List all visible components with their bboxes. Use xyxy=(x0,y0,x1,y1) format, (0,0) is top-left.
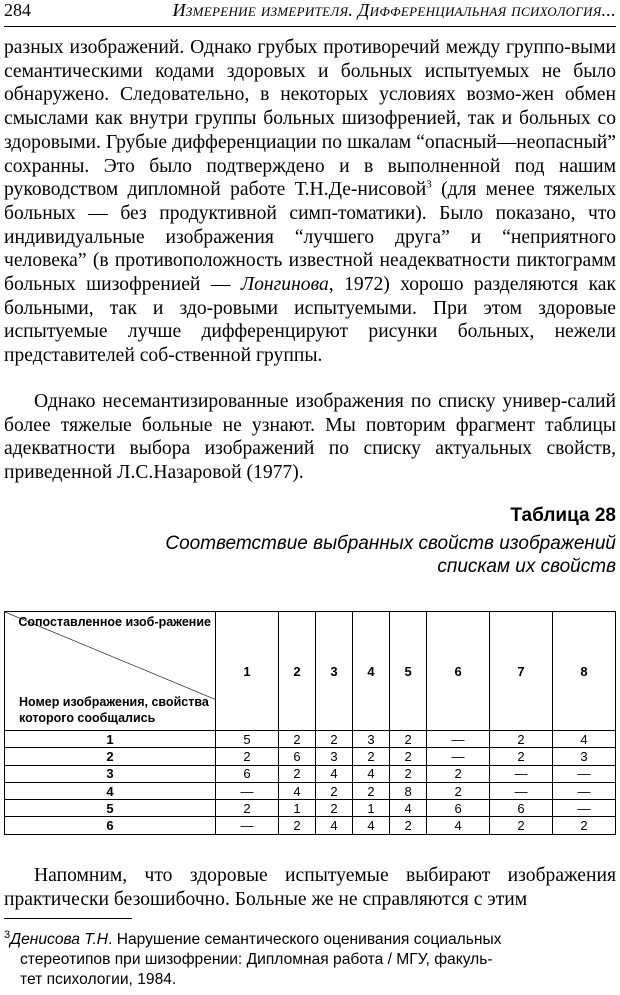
row-label: 2 xyxy=(5,748,216,765)
column-header: 8 xyxy=(552,612,615,731)
paragraph-3-text: Напомним, что здоровые испытуемые выбирают изображения практически безошибочно. Больные же не справляются с этим xyxy=(4,865,616,910)
table-cell: 2 xyxy=(490,731,553,748)
table-cell: 2 xyxy=(390,765,427,782)
row-label: 5 xyxy=(5,800,216,817)
column-header: 3 xyxy=(315,612,352,731)
table-cell: 1 xyxy=(353,800,390,817)
table-row xyxy=(5,817,616,834)
row-label: 1 xyxy=(5,731,216,748)
table-cell: — xyxy=(216,817,279,834)
table-cell: 4 xyxy=(390,800,427,817)
table-cell: 6 xyxy=(490,800,553,817)
table-cell: 3 xyxy=(552,748,615,765)
table-caption: Соответствие выбранных свойств изображений спискам их свойств xyxy=(165,533,616,577)
table-cell: 2 xyxy=(490,748,553,765)
table-cell: 6 xyxy=(216,765,279,782)
table-cell: 4 xyxy=(315,817,352,834)
table-cell: 4 xyxy=(315,765,352,782)
table-row xyxy=(5,765,616,782)
table-number: Таблица 28 xyxy=(510,505,616,526)
table-cell: 2 xyxy=(315,731,352,748)
table-cell: 2 xyxy=(390,817,427,834)
table-header-row xyxy=(5,612,616,731)
running-header xyxy=(4,0,616,26)
footnote-author: Денисова Т.Н xyxy=(10,931,109,948)
row-label: 3 xyxy=(5,765,216,782)
table-cell: 2 xyxy=(315,782,352,799)
table-cell: — xyxy=(552,782,615,799)
table-cell: — xyxy=(427,748,490,765)
table-cell: 4 xyxy=(353,765,390,782)
table-cell: 5 xyxy=(216,731,279,748)
table-cell: 2 xyxy=(278,817,315,834)
table-cell: 2 xyxy=(216,800,279,817)
footnote-text-line-1: . Нарушение семантического оценивания социальных xyxy=(108,931,502,948)
column-header: 4 xyxy=(353,612,390,731)
paragraph-2-text: Однако несемантизированные изображения по списку универ-салий более тяжелые больные не узнают. Мы повторим фрагмент таблицы адекватности выбора изображений по списку актуальных свойств, приведенной Л.С.Назаровой (1977). xyxy=(4,391,616,484)
table-cell: 2 xyxy=(278,765,315,782)
table-cell: 2 xyxy=(390,731,427,748)
table-cell: 2 xyxy=(353,748,390,765)
corner-bottom-label: Номер изображения, свойства которого сообщались xyxy=(19,695,209,725)
table-cell: 6 xyxy=(427,800,490,817)
table-cell: 4 xyxy=(353,817,390,834)
paragraph-1-part-b: (для менее тяжелых больных — без продуктивной симп-томатики). Было показано, что индивидуальные изображения “лучшего друга” и “неприятного человека” (в противоположность известной неадекватности пиктограмм больных шизофренией — xyxy=(4,179,616,296)
table-cell: 3 xyxy=(315,748,352,765)
paragraph-2 xyxy=(4,390,616,485)
table-cell: 6 xyxy=(278,748,315,765)
header-rule xyxy=(4,26,616,27)
footnote-ref[interactable]: 3 xyxy=(426,178,432,191)
column-header: 6 xyxy=(427,612,490,731)
table-corner-cell xyxy=(5,612,216,731)
footnote xyxy=(4,930,616,990)
table-row xyxy=(5,800,616,817)
table-cell: 2 xyxy=(390,748,427,765)
table-cell: — xyxy=(490,765,553,782)
page-number: 284 xyxy=(4,0,31,20)
column-header: 7 xyxy=(490,612,553,731)
table-cell: 1 xyxy=(278,800,315,817)
table-cell: 3 xyxy=(353,731,390,748)
footnote-marker: 3 xyxy=(4,928,11,941)
table-cell: — xyxy=(490,782,553,799)
table-row xyxy=(5,748,616,765)
table-row xyxy=(5,782,616,799)
corner-top-label: Сопоставленное изоб-ражение xyxy=(18,615,211,629)
row-label: 6 xyxy=(5,817,216,834)
table-cell: 2 xyxy=(315,800,352,817)
table-cell: 4 xyxy=(427,817,490,834)
paragraph-1-part-a: разных изображений. Однако грубых противоречий между группо-выми семантическими кодами здоровых и больных испытуемых не было обнаружено. Следовательно, в некоторых условиях возмо-жен обмен смыслами как внутри группы больных шизофренией, так и больных со здоровыми. Грубые дифференциации по шкалам “опасный—неопасный” сохранны. Это было подтверждено и в выполненной под нашим руководством дипломной работе Т.Н.Де-нисовой xyxy=(4,37,616,201)
column-header: 2 xyxy=(278,612,315,731)
row-label: 4 xyxy=(5,782,216,799)
paragraph-1 xyxy=(4,36,616,368)
table-cell: — xyxy=(427,731,490,748)
paragraph-1-part-c: , 1972) хорошо разделяются как больными, так и здо-ровыми испытуемыми. При этом здоровые испытуемые лучше дифференцируют рисунки больных, нежели представителей соб-ственной группы. xyxy=(4,274,617,367)
table-cell: 2 xyxy=(353,782,390,799)
table-cell: — xyxy=(552,765,615,782)
footnote-text-line-3: тет психологии, 1984. xyxy=(20,971,177,988)
footnote-text-line-2: стереотипов при шизофрении: Дипломная работа / МГУ, факуль- xyxy=(20,951,493,968)
column-header: 1 xyxy=(216,612,279,731)
table-cell: 2 xyxy=(278,731,315,748)
table-cell: 4 xyxy=(278,782,315,799)
table-cell: 2 xyxy=(490,817,553,834)
table-cell: 2 xyxy=(427,782,490,799)
data-table xyxy=(4,611,616,835)
table-cell: 2 xyxy=(552,817,615,834)
table-cell: 4 xyxy=(552,731,615,748)
table-cell: 8 xyxy=(390,782,427,799)
running-title: Измерение измерителя. Дифференциальная психология... xyxy=(172,0,616,20)
table-cell: 2 xyxy=(216,748,279,765)
column-header: 5 xyxy=(390,612,427,731)
footnote-rule xyxy=(4,918,132,919)
table-row xyxy=(5,731,616,748)
paragraph-3 xyxy=(4,864,616,911)
table-cell: 2 xyxy=(427,765,490,782)
citation-author: Лонгинова xyxy=(240,274,329,296)
table-cell: — xyxy=(552,800,615,817)
table-cell: — xyxy=(216,782,279,799)
